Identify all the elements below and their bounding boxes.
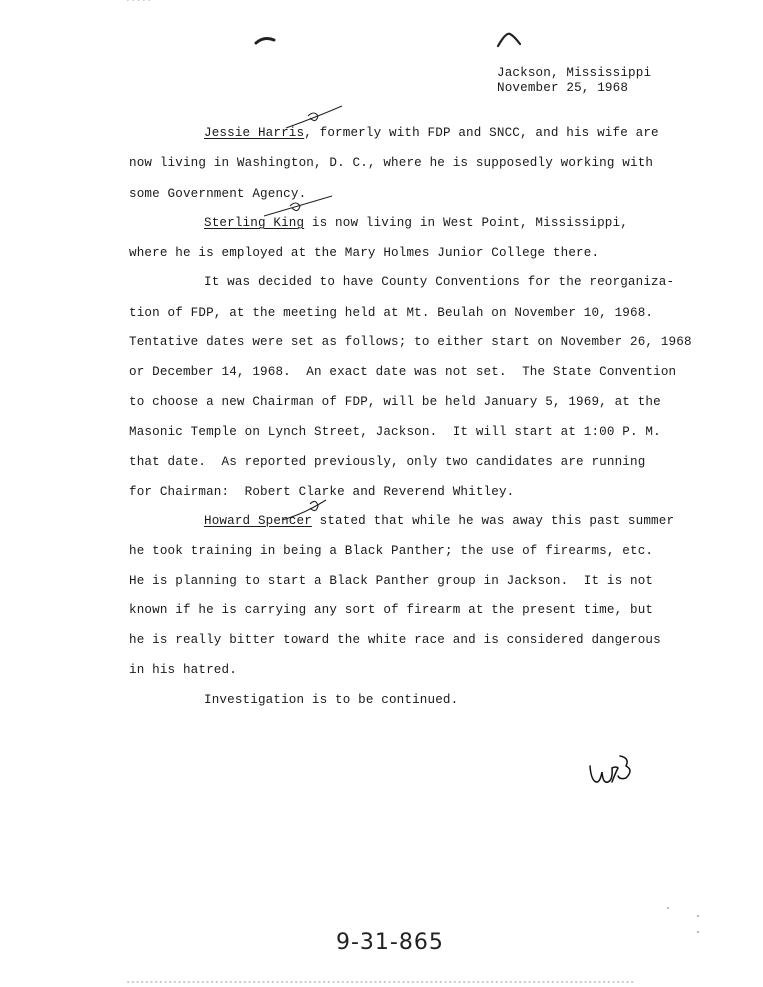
paragraph-4-line-2: he took training in being a Black Panther; the use of firearms, etc. [129,544,654,558]
scan-edge-line-top [0,0,763,2]
handwritten-initials-signature [586,752,636,788]
paragraph-3-line-8: for Chairman: Robert Clarke and Reverend Whitley. [129,485,515,499]
paragraph-4-line-4: known if he is carrying any sort of firearm at the present time, but [129,603,654,617]
paragraph-4-line-6: in his hatred. [129,663,237,677]
paragraph-3-line-3: Tentative dates were set as follows; to either start on November 26, 1968 [129,335,692,349]
speck-marks-icon [660,900,710,950]
top-left-mark-icon [254,34,278,46]
paragraph-5-line-1: Investigation is to be continued. [204,693,459,707]
top-right-mark-icon [496,30,524,50]
handwritten-check-mark-1-icon [284,104,348,132]
paragraph-3-line-7: that date. As reported previously, only two candidates are running [129,455,646,469]
paragraph-1-line-1: Jessie Harris, formerly with FDP and SNCC, and his wife are [204,126,659,140]
paragraph-1-line-2: now living in Washington, D. C., where he is supposedly working with [129,156,654,170]
paragraph-2-line-2: where he is employed at the Mary Holmes Junior College there. [129,246,600,260]
header-place: Jackson, Mississippi [497,66,652,80]
scan-edge-line [0,981,763,983]
paragraph-3-line-2: tion of FDP, at the meeting held at Mt. Beulah on November 10, 1968. [129,306,654,320]
handwritten-check-mark-2-icon [262,194,336,220]
file-number: 9-31-865 [336,930,444,955]
paragraph-4-line-1: Howard Spencer stated that while he was away this past summer [204,514,675,528]
person-name-howard-spencer: Howard Spencer [204,514,312,528]
paragraph-3-line-1: It was decided to have County Conventions for the reorganiza- [204,275,675,289]
handwritten-check-mark-3-icon [280,496,340,522]
header-date: November 25, 1968 [497,81,629,95]
person-name-sterling-king: Sterling King [204,216,305,230]
paragraph-2-line-1: Sterling King is now living in West Point, Mississippi, [204,216,628,230]
paragraph-4-line-3: He is planning to start a Black Panther group in Jackson. It is not [129,574,654,588]
person-name-jessie-harris: Jessie Harris [204,126,305,140]
paragraph-3-line-5: to choose a new Chairman of FDP, will be held January 5, 1969, at the [129,395,661,409]
paragraph-3-line-6: Masonic Temple on Lynch Street, Jackson. It will start at 1:00 P. M. [129,425,661,439]
paragraph-4-line-5: he is really bitter toward the white race and is considered dangerous [129,633,661,647]
paragraph-3-line-4: or December 14, 1968. An exact date was not set. The State Convention [129,365,677,379]
paragraph-1-line-3: some Government Agency. [129,187,307,201]
